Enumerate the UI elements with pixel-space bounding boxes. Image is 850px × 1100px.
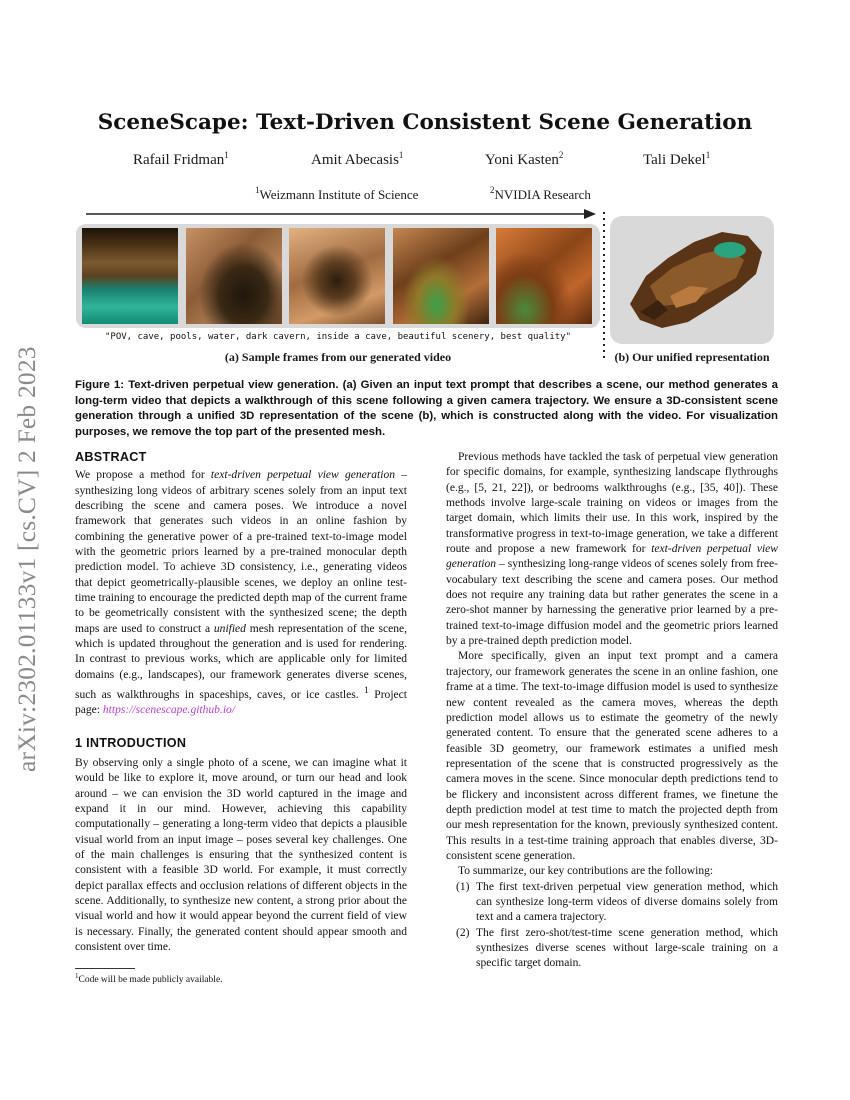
abstract-segment: – synthesizing long videos of arbitrary scenes solely from an input text describing the scene and camera poses. We introduce a novel framework that generates such videos in an online fashion by combining the generative power of a pre-trained text-to-image model with the geometric priors learned by a pre-trained monocular depth prediction model. To achieve 3D consistency, i.e., generating videos that depict geometrically-plausible scenes, we deploy an online test-time training to encourage the predicted depth map of the current frame to be geometrically consistent with the synthesized scene; the depth maps are used to construct a	[75, 469, 407, 635]
intro-paragraph	[446, 450, 778, 649]
video-frame	[393, 228, 489, 324]
footnote-text: Code will be made publicly available.	[78, 975, 223, 985]
subcaption-a: (a) Sample frames from our generated video	[224, 350, 452, 364]
contribution-item	[446, 926, 778, 972]
abstract-heading: ABSTRACT	[75, 450, 147, 464]
footnote-number: 1	[75, 972, 79, 980]
subcaption-b: (b) Our unified representation	[614, 350, 770, 364]
author-name: Yoni Kasten	[485, 152, 559, 168]
affiliation-name: Weizmann Institute of Science	[259, 187, 419, 202]
figure-caption: Figure 1: Text-driven perpetual view generation. (a) Given an input text prompt that describes a scene, our method generates a long-term video that depicts a walkthrough of this scene following a given camera trajectory. We ensure a 3D-consistent scene generation through a unified 3D representation of the scene (b), which is constructed along with the video. For visualization purposes, we remove the top part of the presented mesh.	[75, 379, 778, 438]
introduction-heading: 1 INTRODUCTION	[75, 735, 187, 750]
abstract-emphasis: unified	[213, 622, 246, 635]
intro-paragraph: To summarize, our key contributions are the following:	[458, 865, 714, 878]
author-affiliation-mark: 1	[705, 150, 711, 160]
abstract-emphasis: text-driven perpetual view generation	[210, 469, 395, 482]
paper-title: SceneScape: Text-Driven Consistent Scene Generation	[97, 110, 753, 135]
author	[311, 150, 403, 169]
abstract-segment: mesh representation of the scene, which is updated throughout the generation and is used for rendering. In contrast to previous works, which are applicable only for limited domains (e.g., landscapes), our framework generates diverse scenes, such as walkthroughs in spaceships, caves, or ice castles.	[75, 622, 408, 701]
author-affiliation-mark: 1	[398, 150, 404, 160]
video-frame	[186, 228, 282, 324]
text-prompt: "POV, cave, pools, water, dark cavern, inside a cave, beautiful scenery, best quality"	[105, 332, 571, 342]
intro-emphasis: text-driven perpetual view generation	[446, 543, 778, 571]
author	[643, 150, 710, 169]
author-name: Amit Abecasis	[311, 152, 399, 168]
author-affiliation-mark: 1	[224, 150, 229, 160]
left-column	[75, 450, 407, 956]
contribution-item	[446, 880, 778, 926]
arxiv-identifier: arXiv:2302.01133v1 [cs.CV] 2 Feb 2023	[12, 346, 41, 772]
author-list	[0, 150, 850, 174]
right-column	[446, 450, 778, 972]
author	[133, 150, 229, 169]
video-frame	[82, 228, 178, 324]
intro-paragraph: More specifically, given an input text prompt and a camera trajectory, our framework generates the scene in an online fashion, one frame at a time. The text-to-image diffusion model is used to synthesize new content revealed as the camera moves, whereas the depth prediction model allows us to estimate the geometry of the newly generated content. To ensure that the generated scene adheres to a feasible 3D geometry, our framework estimates a unified mesh representation of the scene that is constructed progressively as the camera moves in the scene. Since monocular depth predictions tend to be flickery and inconsistent across different frames, we finetune the depth prediction model at test time to match the projected depth from our mesh representation for the known, previously synthesized content. This results in a test-time training approach that enables diverse, 3D-consistent scene generation.	[446, 650, 778, 862]
affiliation-mark: 2	[490, 185, 495, 195]
author	[485, 150, 563, 169]
author-name: Tali Dekel	[643, 152, 706, 168]
abstract-segment: We propose a method for	[75, 469, 211, 482]
video-frame	[289, 228, 385, 324]
project-page-link[interactable]: https://scenescape.github.io/	[102, 704, 236, 717]
contribution-number: (1)	[456, 880, 470, 893]
affiliation	[490, 185, 591, 203]
affiliation-name: NVIDIA Research	[494, 187, 591, 202]
abstract-segment: Project page:	[75, 689, 407, 717]
contribution-list	[446, 880, 778, 972]
footnote	[75, 972, 223, 985]
footnote-rule	[75, 968, 135, 969]
video-frame	[496, 228, 592, 324]
contribution-text: The first zero-shot/test-time scene generation method, which synthesizes diverse scenes without large-scale training on a specific target domain.	[476, 926, 778, 970]
intro-segment: Previous methods have tackled the task of perpetual view generation for specific domains, for example, synthesizing landscape flythroughs (e.g., [5, 21, 22]), or bedrooms walkthroughs (e.g., [35, 40]). These methods involve large-scale training on videos or images from the target domain, which limits their use. In this work, inspired by the transformative progress in text-to-image generation, we take a different route and propose a new framework for	[446, 451, 778, 556]
contribution-text: The first text-driven perpetual view generation method, which can synthesize long-term videos of diverse domains solely from text and a camera trajectory.	[476, 880, 778, 924]
author-affiliation-mark: 2	[558, 150, 564, 160]
figure-divider	[602, 212, 606, 362]
contribution-number: (2)	[456, 926, 470, 939]
intro-paragraph: By observing only a single photo of a scene, we can imagine what it would be like to explore it, move around, or turn our head and look around – we can envision the 3D world captured in the image and expand it in our mind. However, achieving this capability computationally – generating a long-term video that depicts a plausible visual world from an input image – poses several key challenges. One of the main challenges is ensuring that the synthesized content is consistent with a feasible 3D world. For example, it must correctly depict parallax effects and occlusion relations of different objects in the scene. Additionally, to synthesize new content, a strong prior about the visual world and how it would appear beyond the current field of view is necessary. Finally, the generated content should appear smooth and consistent over time.	[75, 757, 407, 954]
intro-segment: – synthesizing long-range videos of scenes solely from free-vocabulary text describing the scene and camera poses. Our method does not require any training data but rather generates the scene in a zero-shot manner by harnessing the generative prior learned by a pre-trained text-to-image diffusion model and the geometric priors learned by a pre-trained depth prediction model.	[446, 558, 778, 648]
footnote-mark: 1	[364, 685, 369, 697]
camera-trajectory-arrow	[86, 206, 596, 222]
author-name: Rafail Fridman	[133, 152, 225, 168]
affiliation-mark: 1	[255, 185, 260, 195]
abstract-text	[75, 468, 407, 718]
unified-mesh-render	[610, 216, 774, 344]
affiliation	[255, 185, 418, 203]
